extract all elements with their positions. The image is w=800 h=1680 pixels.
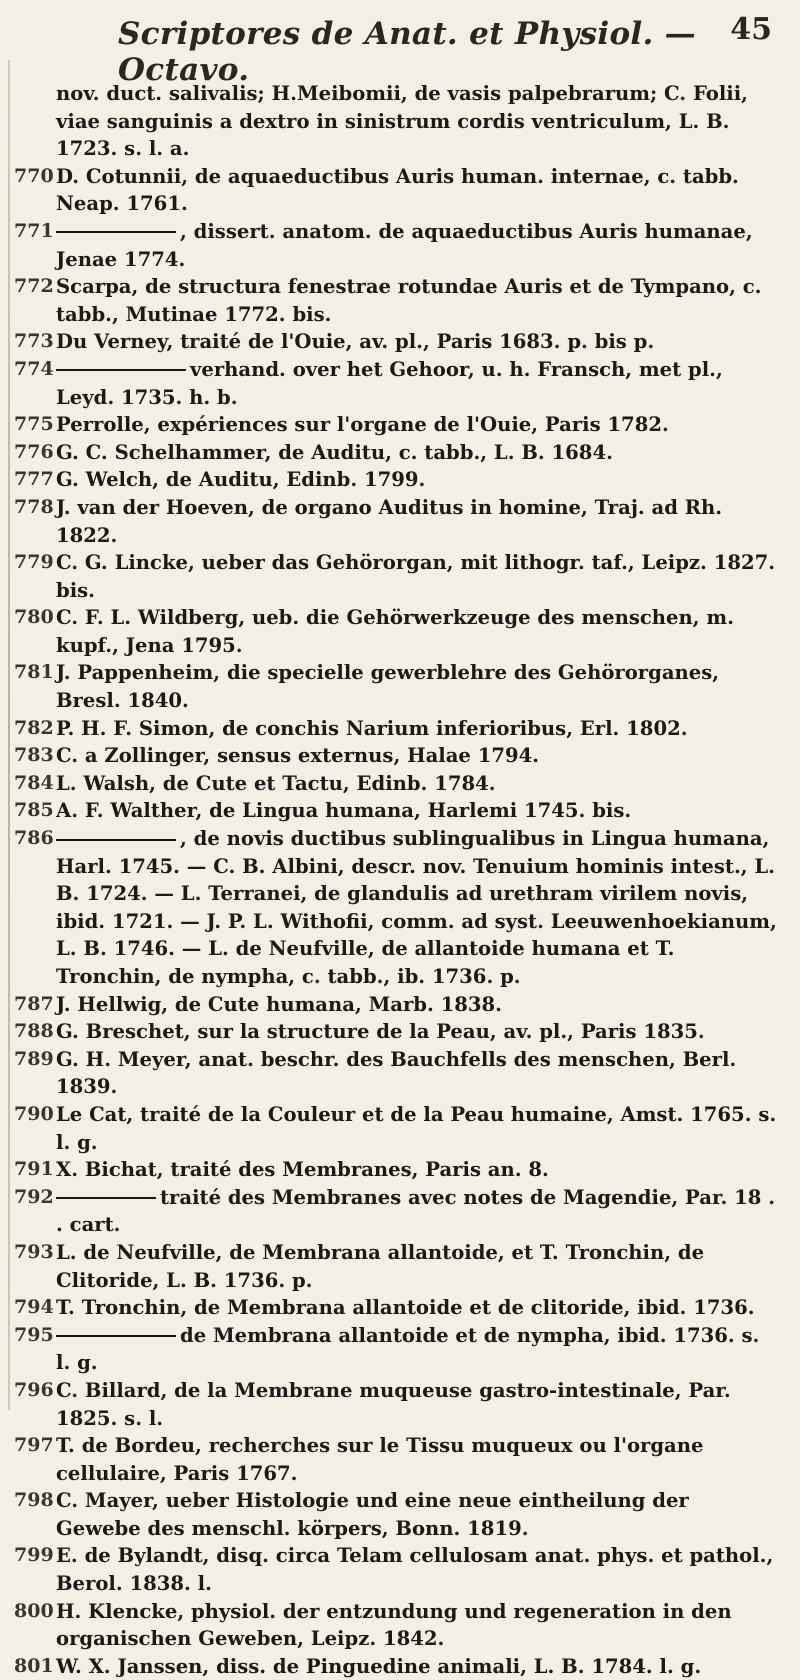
- entry-text: [56, 163, 778, 218]
- entry-number: 779: [14, 551, 54, 574]
- entry-citation: C. Billard, de la Membrane muqueuse gastro-intestinale, Par. 1825. s. l.: [56, 1378, 731, 1430]
- entry-citation: G. Welch, de Auditu, Edinb. 1799.: [56, 468, 426, 492]
- entry-number: 793: [14, 1240, 54, 1263]
- entry-text: [56, 715, 778, 743]
- ditto-dash: [56, 231, 176, 233]
- catalog-entry: [14, 1542, 778, 1597]
- entry-number: 790: [14, 1102, 54, 1125]
- entry-number: 780: [14, 606, 54, 629]
- entry-number: 798: [14, 1489, 54, 1512]
- entry-text: [56, 1542, 778, 1597]
- entry-text: [56, 1432, 778, 1487]
- entry-citation: G. Breschet, sur la structure de la Peau, av. pl., Paris 1835.: [56, 1020, 705, 1044]
- entry-number: 782: [14, 716, 54, 739]
- entry-number: 792: [14, 1185, 54, 1208]
- catalog-entry: [14, 163, 778, 218]
- entry-text: [56, 1487, 778, 1542]
- entry-number: 777: [14, 468, 54, 491]
- catalog-entry: [14, 1018, 778, 1046]
- entry-number: 773: [14, 330, 54, 353]
- entry-citation: J. Pappenheim, die specielle gewerblehre des Gehörorganes, Bresl. 1840.: [56, 661, 720, 713]
- entry-number: 797: [14, 1434, 54, 1457]
- entry-citation: C. G. Lincke, ueber das Gehörorgan, mit lithogr. taf., Leipz. 1827. bis.: [56, 551, 776, 602]
- entry-number: 784: [14, 771, 54, 794]
- entry-number: 786: [14, 827, 54, 850]
- entry-text: [56, 466, 778, 494]
- catalog-entry: [14, 604, 778, 659]
- entry-number: 783: [14, 744, 54, 767]
- catalog-entry: [14, 1322, 778, 1377]
- entry-number: 771: [14, 219, 54, 242]
- page-number: 45: [730, 12, 772, 47]
- entry-text: [56, 1377, 778, 1432]
- catalog-entry: [14, 1598, 778, 1653]
- entry-text: [56, 439, 778, 467]
- catalog-entry: [14, 218, 778, 273]
- entry-text: [56, 218, 778, 273]
- entry-number: 800: [14, 1599, 54, 1622]
- entry-citation: , de novis ductibus sublingualibus in Lingua humana, Harl. 1745. — C. B. Albini, descr. nov. Tenuium hominis intest., L. B. 1724. — L. Terranei, de glandulis ad urethram virilem novis, ibid. 1721. — J. P. L. Withofii, comm. ad syst. Leeuwenhoekianum, L. B. 1746. — L. de Neufville, de allantoide humana et T. Tronchin, de nympha, c. tabb., ib. 1736. p.: [56, 827, 777, 988]
- entry-citation: D. Cotunnii, de aquaeductibus Auris human. internae, c. tabb. Neap. 1761.: [56, 164, 739, 216]
- entry-citation: C. F. L. Wildberg, ueb. die Gehörwerkzeuge des menschen, m. kupf., Jena 1795.: [56, 606, 734, 657]
- catalog-entry: [14, 1377, 778, 1432]
- catalog-entry: [14, 1487, 778, 1542]
- entry-number: 785: [14, 799, 54, 822]
- catalog-entry: [14, 991, 778, 1019]
- entry-text: [56, 1322, 778, 1377]
- entry-text: [56, 1101, 778, 1156]
- catalog-entry: [14, 411, 778, 439]
- catalog-entry: [14, 659, 778, 714]
- catalog-entry: [14, 494, 778, 549]
- entry-number: 794: [14, 1296, 54, 1319]
- catalog-entry: [14, 1294, 778, 1322]
- page-header: [100, 8, 790, 88]
- entry-number: 796: [14, 1378, 54, 1401]
- entry-citation: de Membrana allantoide et de nympha, ibid. 1736. s. l. g.: [56, 1323, 760, 1375]
- catalog-entry: [14, 1653, 778, 1680]
- entry-text: [56, 1598, 778, 1653]
- entry-number: 776: [14, 440, 54, 463]
- entry-citation: verhand. over het Gehoor, u. h. Fransch, met pl., Leyd. 1735. h. b.: [56, 357, 723, 409]
- catalog-entry: [14, 1156, 778, 1184]
- entry-text: [56, 411, 778, 439]
- entry-text: [56, 1239, 778, 1294]
- entry-number: 788: [14, 1020, 54, 1043]
- entry-text: [56, 659, 778, 714]
- entry-number: 799: [14, 1544, 54, 1567]
- entry-text: [56, 1653, 778, 1680]
- catalog-entry: [14, 273, 778, 328]
- catalog-entry: [14, 742, 778, 770]
- catalog-entry: [14, 549, 778, 604]
- catalog-entries: [14, 80, 778, 1680]
- entry-citation: P. H. F. Simon, de conchis Narium inferioribus, Erl. 1802.: [56, 716, 688, 740]
- catalog-entry: [14, 328, 778, 356]
- catalog-entry: [14, 825, 778, 991]
- entry-number: 772: [14, 275, 54, 298]
- entry-number: 781: [14, 661, 54, 684]
- entry-citation: C. a Zollinger, sensus externus, Halae 1794.: [56, 744, 540, 768]
- entry-citation: E. de Bylandt, disq. circa Telam cellulosam anat. phys. et pathol., Berol. 1838. l.: [56, 1544, 774, 1596]
- entry-citation: X. Bichat, traité des Membranes, Paris an. 8.: [56, 1158, 549, 1182]
- entry-text: [56, 273, 778, 328]
- entry-text: [56, 604, 778, 659]
- ditto-dash: [56, 839, 176, 841]
- entry-text: [56, 1294, 778, 1322]
- entry-citation: Scarpa, de structura fenestrae rotundae Auris et de Tympano, c. tabb., Mutinae 1772. bis.: [56, 275, 762, 326]
- ditto-dash: [56, 1197, 156, 1199]
- entry-text: [56, 1018, 778, 1046]
- entry-number: 787: [14, 992, 54, 1015]
- entry-citation: , dissert. anatom. de aquaeductibus Auris humanae, Jenae 1774.: [56, 219, 753, 271]
- entry-text: [56, 770, 778, 798]
- entry-text: [56, 797, 778, 825]
- entry-citation: T. Tronchin, de Membrana allantoide et de clitoride, ibid. 1736.: [56, 1296, 755, 1320]
- entry-number: 801: [14, 1654, 54, 1677]
- ditto-dash: [56, 1335, 176, 1337]
- entry-citation: C. Mayer, ueber Histologie und eine neue eintheilung der Gewebe des menschl. körpers, Bonn. 1819.: [56, 1489, 689, 1540]
- entry-text: [56, 1184, 778, 1239]
- entry-citation: Perrolle, expériences sur l'organe de l'Ouie, Paris 1782.: [56, 413, 669, 437]
- entry-citation: L. Walsh, de Cute et Tactu, Edinb. 1784.: [56, 771, 496, 795]
- entry-number: 795: [14, 1323, 54, 1346]
- catalog-entry: [14, 466, 778, 494]
- entry-citation: traité des Membranes avec notes de Magendie, Par. 18 . . cart.: [56, 1185, 776, 1237]
- entry-citation: G. C. Schelhammer, de Auditu, c. tabb., L. B. 1684.: [56, 440, 613, 464]
- binding-edge: [8, 60, 10, 1410]
- entry-number: 770: [14, 164, 54, 187]
- entry-text: [56, 80, 778, 163]
- catalog-entry: [14, 770, 778, 798]
- entry-number: 775: [14, 413, 54, 436]
- entry-citation: Le Cat, traité de la Couleur et de la Peau humaine, Amst. 1765. s. l. g.: [56, 1102, 777, 1154]
- entry-citation: A. F. Walther, de Lingua humana, Harlemi 1745. bis.: [56, 799, 632, 823]
- entry-citation: J. van der Hoeven, de organo Auditus in homine, Traj. ad Rh. 1822.: [56, 495, 723, 547]
- entry-number: 791: [14, 1158, 54, 1181]
- entry-number: 774: [14, 357, 54, 380]
- catalog-entry: [14, 1184, 778, 1239]
- entry-citation: nov. duct. salivalis; H.Meibomii, de vasis palpebrarum; C. Folii, viae sanguinis a dextro in sinistrum cordis ventriculum, L. B. 1723. s. l. a.: [56, 82, 748, 161]
- entry-citation: W. X. Janssen, diss. de Pinguedine animali, L. B. 1784. l. g.: [56, 1654, 702, 1678]
- catalog-entry: [18, 80, 778, 163]
- entry-citation: G. H. Meyer, anat. beschr. des Bauchfells des menschen, Berl. 1839.: [56, 1047, 737, 1099]
- entry-text: [56, 1156, 778, 1184]
- entry-text: [56, 742, 778, 770]
- entry-text: [56, 1046, 778, 1101]
- entry-text: [56, 356, 778, 411]
- catalog-entry: [14, 1432, 778, 1487]
- entry-number: 789: [14, 1047, 54, 1070]
- entry-citation: Du Verney, traité de l'Ouie, av. pl., Paris 1683. p. bis p.: [56, 330, 655, 354]
- entry-text: [56, 549, 778, 604]
- ditto-dash: [56, 369, 186, 371]
- catalog-entry: [14, 439, 778, 467]
- entry-citation: T. de Bordeu, recherches sur le Tissu muqueux ou l'organe cellulaire, Paris 1767.: [56, 1434, 704, 1485]
- entry-citation: H. Klencke, physiol. der entzundung und regeneration in den organischen Geweben, Leipz. 1842.: [56, 1599, 732, 1651]
- catalog-entry: [14, 356, 778, 411]
- entry-number: 778: [14, 495, 54, 518]
- entry-text: [56, 825, 778, 991]
- entry-text: [56, 328, 778, 356]
- catalog-entry: [14, 1046, 778, 1101]
- entry-text: [56, 494, 778, 549]
- catalog-entry: [14, 1101, 778, 1156]
- entry-citation: L. de Neufville, de Membrana allantoide, et T. Tronchin, de Clitoride, L. B. 1736. p.: [56, 1240, 705, 1292]
- running-title: Scriptores de Anat. et Physiol. — Octavo.: [118, 16, 696, 88]
- catalog-entry: [14, 1239, 778, 1294]
- entry-text: [56, 991, 778, 1019]
- catalog-entry: [14, 797, 778, 825]
- entry-citation: J. Hellwig, de Cute humana, Marb. 1838.: [56, 992, 502, 1016]
- catalog-entry: [14, 715, 778, 743]
